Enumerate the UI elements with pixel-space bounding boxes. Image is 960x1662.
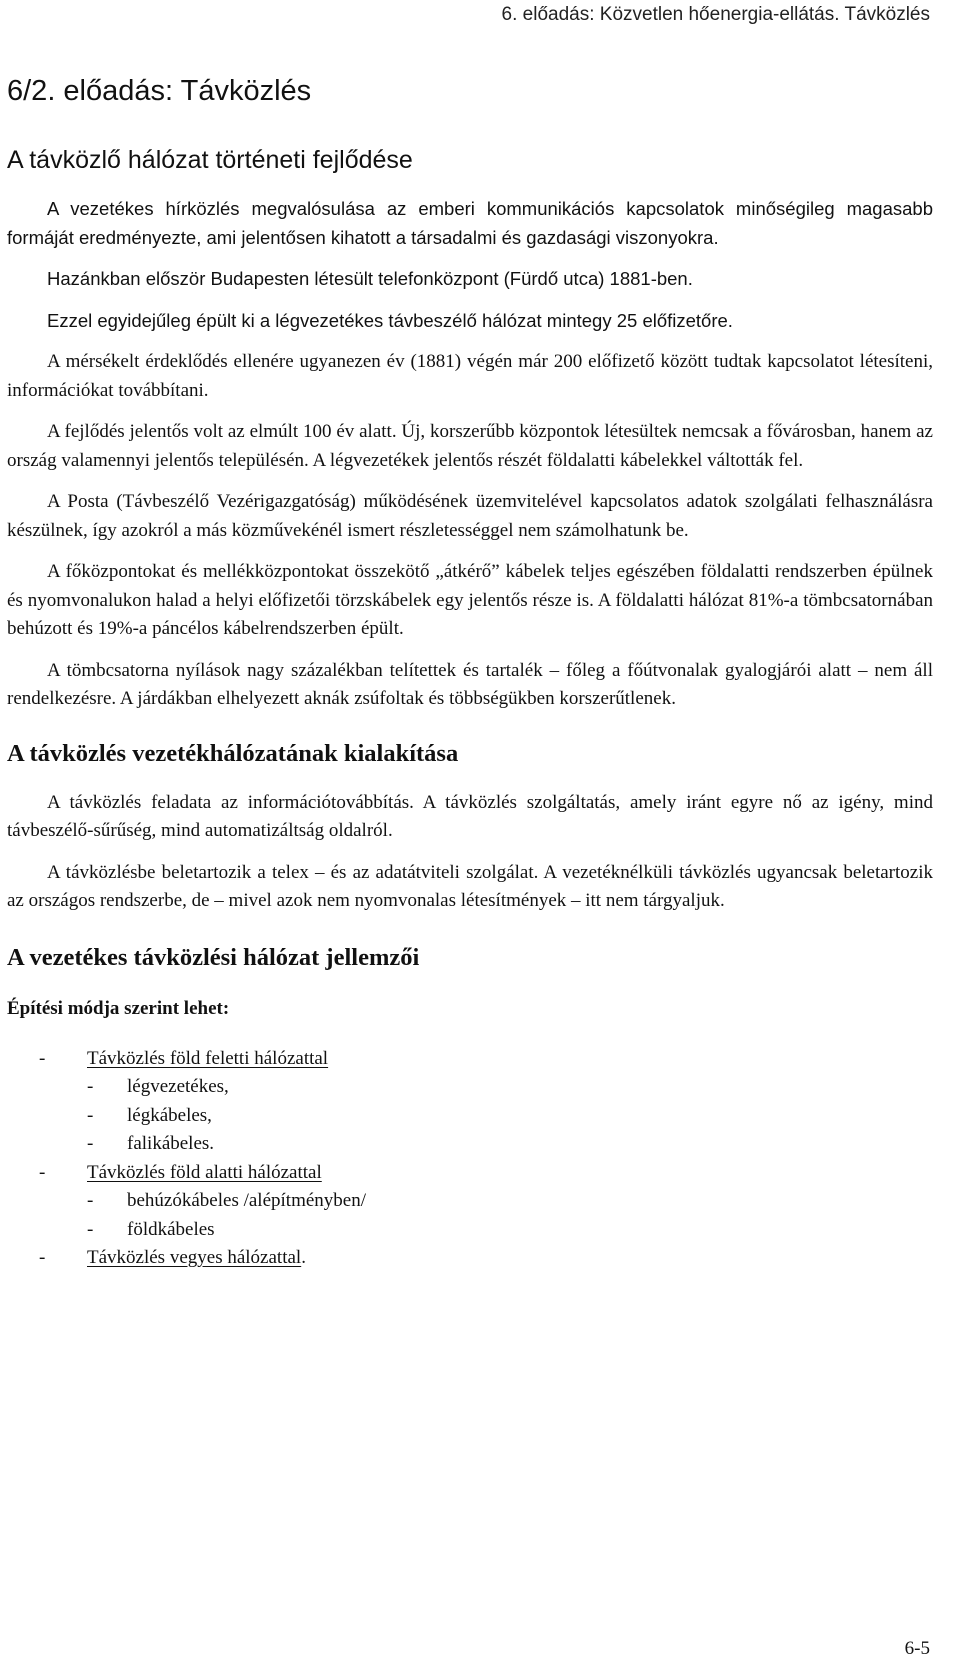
sub-list-item — [87, 1187, 933, 1216]
sub-list-item — [87, 1216, 933, 1245]
lecture-title: 6/2. előadás: Távközlés — [7, 75, 312, 107]
document-body — [7, 73, 933, 1273]
sub-list-item-label: földkábeles — [127, 1218, 215, 1240]
sub-list-item — [87, 1102, 933, 1131]
paragraph: A vezetékes hírközlés megvalósulása az emberi kommunikációs kapcsolatok minőségileg magasabb formáját eredményezte, ami jelentősen kihatott a társadalmi és gazdasági viszonyokra. — [7, 198, 933, 248]
section-heading-network-design: A távközlés vezetékhálózatának kialakítása — [7, 739, 459, 767]
list-item — [7, 1244, 933, 1273]
sub-list — [87, 1073, 933, 1159]
paragraph: A főközpontokat és mellékközpontokat összekötő „átkérő” kábelek teljes egészében földalatti rendszerben épülnek és nyomvonalukon halad a helyi előfizetői törzskábelek egy jelentős része is. A földalatti hálózat 81%-a tömbcsatornában behúzott és 19%-a páncélos kábelrendszerben épült. — [7, 561, 933, 639]
dash-bullet: - — [87, 1133, 94, 1154]
sub-list-item — [87, 1130, 933, 1159]
list-item — [7, 1045, 933, 1159]
section-heading-history: A távközlő hálózat történeti fejlődése — [7, 146, 413, 174]
paragraph: A tömbcsatorna nyílások nagy százalékban telítettek és tartalék – főleg a főútvonalak gyalogjárói alatt – nem áll rendelkezésre. A járdákban elhelyezett aknák zsúfoltak és többségükben korszerűtlenek. — [7, 659, 933, 709]
dash-bullet: - — [87, 1218, 94, 1240]
running-header: 6. előadás: Közvetlen hőenergia-ellátás. Távközlés — [501, 4, 930, 25]
paragraph: A Posta (Távbeszélő Vezérigazgatóság) működésének üzemvitelével kapcsolatos adatok szolgálati felhasználásra készülnek, így azokról a más közművekénél ismert részletességgel nem számolhatunk be. — [7, 491, 933, 541]
sub-list — [87, 1187, 933, 1244]
sub-list-item-label: légvezetékes, — [127, 1076, 229, 1097]
paragraph: Ezzel egyidejűleg épült ki a légvezetékes távbeszélő hálózat mintegy 25 előfizetőre. — [47, 309, 733, 331]
list-item — [7, 1159, 933, 1245]
dash-bullet: - — [87, 1190, 94, 1211]
sub-list-item-label: falikábeles. — [127, 1133, 215, 1154]
paragraph: A távközlés feladata az információtovábbítás. A távközlés szolgáltatás, amely iránt egyre nő az igény, mind távbeszélő-sűrűség, mind automatizáltság oldalról. — [7, 791, 933, 841]
network-type-list — [7, 1045, 933, 1273]
dash-bullet: - — [39, 1161, 46, 1183]
dash-bullet: - — [39, 1047, 46, 1069]
paragraph: A mérsékelt érdeklődés ellenére ugyanezen év (1881) végén már 200 előfizető között tudtak kapcsolatot létesíteni, információkat továbbítani. — [7, 351, 933, 401]
paragraph: A távközlésbe beletartozik a telex – és az adatátviteli szolgálat. A vezetéknélküli távközlés ugyancsak beletartozik az országos rendszerbe, de – mivel azok nem nyomvonalas létesítmények – itt nem tárgyaljuk. — [7, 861, 933, 911]
dash-bullet: - — [39, 1247, 46, 1268]
list-item-label: Távközlés föld alatti hálózattal — [87, 1161, 322, 1183]
sub-list-item-label: légkábeles, — [127, 1104, 212, 1126]
section-heading-characteristics: A vezetékes távközlési hálózat jellemzői — [7, 943, 420, 971]
sub-list-item — [87, 1073, 933, 1102]
list-item-label: Távközlés föld feletti hálózattal — [87, 1047, 329, 1069]
paragraph: A fejlődés jelentős volt az elmúlt 100 év alatt. Új, korszerűbb központok létesültek nemcsak a fővárosban, hanem az ország valamennyi jelentős településén. A légvezetékek jelentős részét földalatti kábelekkel váltották fel. — [7, 421, 933, 471]
page-number: 6-5 — [904, 1638, 930, 1659]
dash-bullet: - — [87, 1104, 94, 1126]
list-item-suffix: . — [301, 1247, 306, 1268]
subheading: Építési módja szerint lehet: — [7, 997, 230, 1019]
dash-bullet: - — [87, 1076, 94, 1097]
sub-list-item-label: behúzókábeles /alépítményben/ — [127, 1190, 366, 1211]
list-item-label: Távközlés vegyes hálózattal — [87, 1247, 302, 1268]
paragraph: Hazánkban először Budapesten létesült telefonközpont (Fürdő utca) 1881-ben. — [47, 268, 693, 289]
